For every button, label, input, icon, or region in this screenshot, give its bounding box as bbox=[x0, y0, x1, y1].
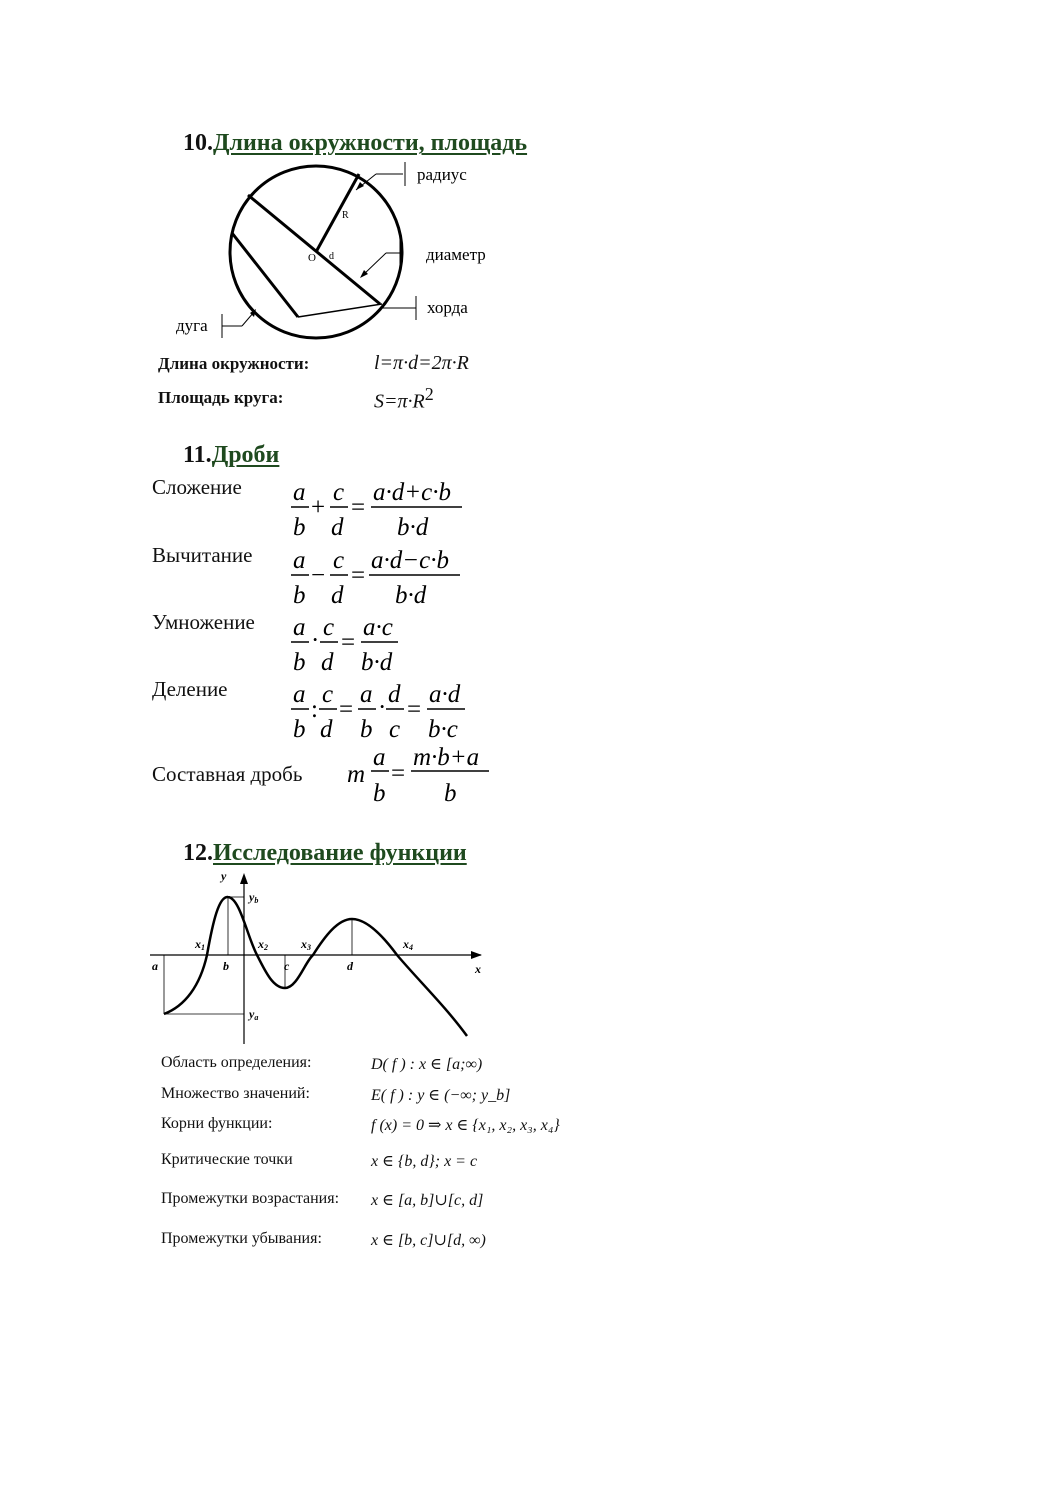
svg-text:c: c bbox=[323, 614, 335, 641]
svg-text:c: c bbox=[333, 547, 345, 574]
radius-line bbox=[316, 174, 359, 252]
svg-text:+: + bbox=[311, 494, 326, 521]
chord-connector bbox=[298, 304, 382, 317]
svg-text:d: d bbox=[331, 514, 344, 541]
circle-diagram bbox=[150, 158, 510, 348]
area-formula-base: S=π·R bbox=[374, 390, 425, 413]
length-formula: l=π·d=2π·R bbox=[374, 352, 469, 374]
addition-label: Сложение bbox=[152, 475, 242, 499]
svg-text::: : bbox=[311, 696, 318, 723]
multiplication-formula bbox=[291, 614, 398, 676]
x1-label: x1 bbox=[195, 937, 205, 952]
yb-label: yb bbox=[249, 890, 259, 905]
svg-text:d: d bbox=[331, 582, 344, 609]
compound-label: Составная дробь bbox=[152, 762, 303, 786]
svg-text:b: b bbox=[293, 514, 306, 541]
center-label: O bbox=[308, 252, 316, 264]
section-title: Дроби bbox=[211, 442, 280, 468]
svg-text:m·b+a: m·b+a bbox=[413, 744, 480, 771]
area-formula-exponent: 2 bbox=[424, 384, 434, 404]
svg-text:a·d: a·d bbox=[429, 681, 461, 708]
svg-text:b: b bbox=[360, 716, 373, 743]
subtraction-formula bbox=[291, 547, 460, 609]
svg-text:a: a bbox=[360, 681, 373, 708]
svg-text:=: = bbox=[341, 629, 356, 656]
svg-text:b: b bbox=[293, 649, 306, 676]
section-number: 10. bbox=[183, 130, 213, 156]
compound-formula bbox=[347, 744, 489, 807]
svg-text:b·d: b·d bbox=[361, 649, 393, 676]
area-formula bbox=[374, 384, 434, 414]
d-label: d bbox=[329, 251, 334, 262]
section-11-heading bbox=[183, 442, 279, 469]
addition-formula bbox=[291, 479, 462, 541]
length-label: Длина окружности: bbox=[158, 354, 310, 373]
row-formula: D( f ) : x ∈ [a;∞) bbox=[371, 1056, 483, 1073]
svg-text:·: · bbox=[311, 627, 320, 654]
x4-label: x4 bbox=[403, 937, 413, 952]
y-label: y bbox=[221, 869, 227, 883]
svg-text:·: · bbox=[378, 694, 387, 721]
svg-text:b·d: b·d bbox=[397, 514, 429, 541]
ya-label: ya bbox=[249, 1007, 259, 1022]
svg-text:c: c bbox=[333, 479, 345, 506]
row-formula: f (x) = 0 ⇒ x ∈ {x₁, x₂, x₃, x₄} bbox=[371, 1117, 560, 1134]
radius-label: радиус bbox=[417, 165, 467, 184]
area-label: Площадь круга: bbox=[158, 388, 284, 407]
row-label: Корни функции: bbox=[161, 1115, 273, 1132]
diameter-line bbox=[248, 195, 380, 304]
section-12-heading bbox=[183, 840, 467, 867]
a-label: a bbox=[152, 959, 158, 973]
row-label: Критические точки bbox=[161, 1151, 293, 1168]
row-formula: x ∈ {b, d}; x = c bbox=[371, 1153, 478, 1170]
row-label: Промежутки возрастания: bbox=[161, 1190, 340, 1207]
division-label: Деление bbox=[152, 677, 228, 701]
svg-text:d: d bbox=[321, 649, 334, 676]
diameter-label: диаметр bbox=[426, 245, 486, 264]
row-formula: x ∈ [a, b]∪[c, d] bbox=[371, 1192, 484, 1209]
x2-label: x2 bbox=[258, 937, 268, 952]
svg-text:=: = bbox=[391, 760, 406, 787]
svg-text:m: m bbox=[347, 761, 366, 788]
svg-text:=: = bbox=[407, 696, 422, 723]
section-title: Длина окружности, площадь bbox=[213, 130, 528, 156]
svg-text:b·c: b·c bbox=[428, 716, 458, 743]
fraction-formulas bbox=[285, 475, 500, 815]
svg-text:b: b bbox=[293, 716, 306, 743]
x-axis-arrow bbox=[471, 951, 482, 959]
svg-text:c: c bbox=[322, 681, 334, 708]
svg-text:a: a bbox=[293, 614, 306, 641]
svg-text:−: − bbox=[311, 562, 326, 589]
arc-label: дуга bbox=[176, 316, 208, 335]
svg-text:a: a bbox=[373, 744, 386, 771]
svg-text:b·d: b·d bbox=[395, 582, 427, 609]
section-title: Исследование функции bbox=[213, 840, 467, 866]
section-number: 11. bbox=[183, 442, 212, 468]
svg-text:a: a bbox=[293, 547, 306, 574]
svg-text:d: d bbox=[388, 681, 401, 708]
r-label: R bbox=[342, 210, 349, 221]
svg-text:b: b bbox=[373, 780, 386, 807]
section-10-heading bbox=[183, 130, 527, 157]
svg-text:c: c bbox=[389, 716, 401, 743]
svg-text:a: a bbox=[293, 479, 306, 506]
row-label: Промежутки убывания: bbox=[161, 1230, 322, 1247]
function-graph bbox=[145, 866, 495, 1051]
row-formula: x ∈ [b, c]∪[d, ∞) bbox=[371, 1232, 486, 1249]
row-formula: E( f ) : y ∈ (−∞; y_b] bbox=[371, 1087, 511, 1104]
svg-text:=: = bbox=[339, 696, 354, 723]
svg-text:a: a bbox=[293, 681, 306, 708]
subtraction-label: Вычитание bbox=[152, 543, 253, 567]
svg-text:a·d−c·b: a·d−c·b bbox=[371, 547, 449, 574]
radius-arrowhead bbox=[356, 182, 364, 190]
d-label: d bbox=[347, 959, 353, 973]
x3-label: x3 bbox=[301, 937, 311, 952]
function-curve bbox=[164, 897, 467, 1036]
chord-line bbox=[232, 233, 298, 317]
svg-text:d: d bbox=[320, 716, 333, 743]
section-number: 12. bbox=[183, 840, 213, 866]
svg-text:=: = bbox=[351, 494, 366, 521]
chord-label: хорда bbox=[427, 298, 468, 317]
svg-text:b: b bbox=[444, 780, 457, 807]
svg-text:=: = bbox=[351, 562, 366, 589]
c-label: c bbox=[284, 959, 290, 973]
division-formula bbox=[291, 681, 465, 743]
y-axis-arrow bbox=[240, 873, 248, 884]
svg-text:a·c: a·c bbox=[363, 614, 393, 641]
multiplication-label: Умножение bbox=[152, 610, 255, 634]
b-label: b bbox=[223, 959, 229, 973]
svg-text:a·d+c·b: a·d+c·b bbox=[373, 479, 451, 506]
svg-text:b: b bbox=[293, 582, 306, 609]
row-label: Множество значений: bbox=[161, 1085, 310, 1102]
x-label: x bbox=[475, 962, 481, 976]
row-label: Область определения: bbox=[161, 1054, 312, 1071]
